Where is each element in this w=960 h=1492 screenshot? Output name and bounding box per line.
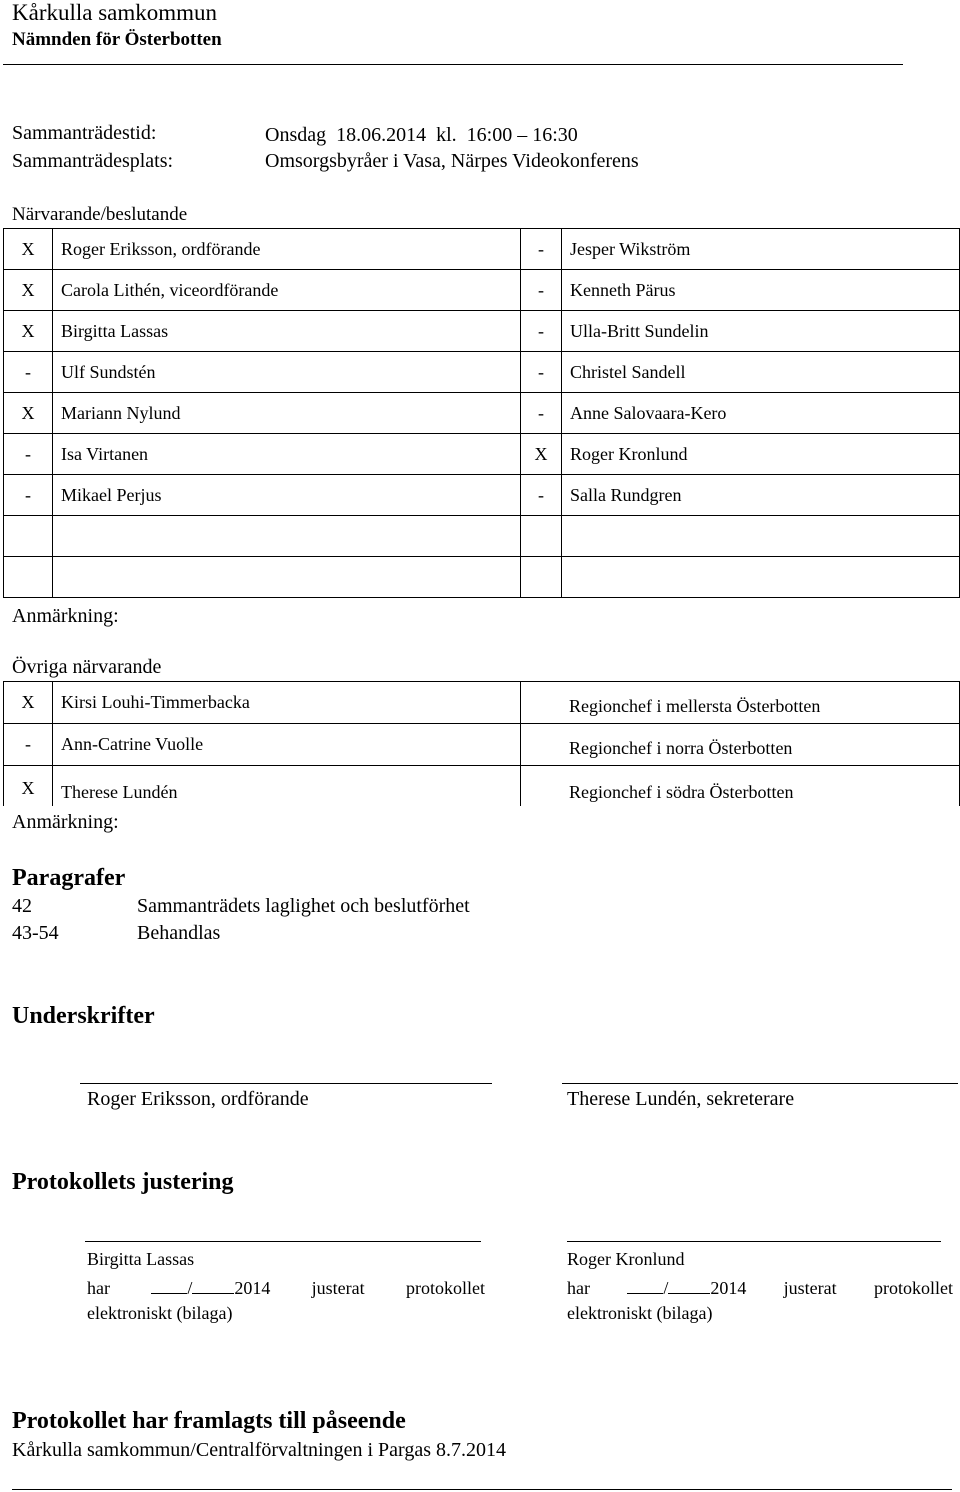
footer-divider	[12, 1489, 952, 1490]
paragraph-text: Sammanträdets laglighet och beslutförhet	[137, 895, 470, 917]
statement-word: justerat	[783, 1278, 837, 1298]
member-name: Ulla-Britt Sundelin	[562, 311, 960, 352]
member-name: Mikael Perjus	[53, 475, 521, 516]
verification-heading: Protokollets justering	[12, 1169, 234, 1195]
member-name	[562, 557, 960, 598]
attendance-mark: -	[4, 434, 53, 475]
member-name	[562, 516, 960, 557]
date-year: 2014	[710, 1278, 747, 1298]
table-row	[4, 724, 960, 766]
person-name: Kirsi Louhi-Timmerbacka	[53, 682, 521, 724]
member-name: Christel Sandell	[562, 352, 960, 393]
attendance-mark: -	[521, 270, 562, 311]
member-name	[53, 516, 521, 557]
statement-word: protokollet	[405, 1278, 485, 1298]
attendance-table	[3, 228, 960, 598]
attendance-heading: Närvarande/beslutande	[12, 204, 188, 225]
attendance-mark: X	[521, 434, 562, 475]
date-separator: /	[187, 1278, 193, 1298]
table-row	[4, 270, 960, 311]
member-name: Ulf Sundstén	[53, 352, 521, 393]
table-row	[4, 766, 960, 808]
paragraphs-heading: Paragrafer	[12, 865, 126, 891]
member-name: Mariann Nylund	[53, 393, 521, 434]
table-row	[4, 352, 960, 393]
paragraph-number: 42	[12, 895, 32, 917]
verification-statement-cont: elektroniskt (bilaga)	[567, 1303, 713, 1323]
attendance-mark: X	[4, 766, 53, 808]
attendance-mark	[4, 557, 53, 598]
statement-word: protokollet	[873, 1278, 953, 1298]
member-name	[53, 557, 521, 598]
meeting-place-value: Omsorgsbyråer i Vasa, Närpes Videokonferens	[265, 150, 639, 172]
attendance-mark: -	[521, 352, 562, 393]
attendance-mark: X	[4, 229, 53, 270]
member-name: Anne Salovaara-Kero	[562, 393, 960, 434]
member-name: Birgitta Lassas	[53, 311, 521, 352]
person-name: Therese Lundén	[53, 766, 521, 808]
signature-line	[567, 1241, 941, 1242]
attendance-mark: -	[521, 229, 562, 270]
attendance-mark: -	[4, 352, 53, 393]
attendance-mark: -	[521, 311, 562, 352]
member-name: Jesper Wikström	[562, 229, 960, 270]
date-year: 2014	[234, 1278, 271, 1298]
attendance-mark: -	[521, 393, 562, 434]
paragraph-number: 43-54	[12, 922, 59, 944]
meeting-time-value: Onsdag 18.06.2014 kl. 16:00 – 16:30	[265, 124, 578, 146]
department-name: Nämnden för Österbotten	[12, 29, 222, 50]
signatory-secretary: Therese Lundén, sekreterare	[567, 1088, 795, 1110]
verification-statement	[567, 1277, 953, 1299]
signature-line	[80, 1083, 492, 1084]
member-name: Roger Kronlund	[562, 434, 960, 475]
organization-name: Kårkulla samkommun	[12, 0, 218, 25]
verifier-name: Roger Kronlund	[567, 1249, 685, 1269]
table-row	[4, 434, 960, 475]
attendance-mark: X	[4, 270, 53, 311]
table-row	[4, 311, 960, 352]
table-row	[4, 682, 960, 724]
footer-heading: Protokollet har framlagts till påseende	[12, 1408, 406, 1434]
attendance-mark	[521, 557, 562, 598]
signature-line	[85, 1241, 481, 1242]
member-name: Kenneth Pärus	[562, 270, 960, 311]
meeting-place-label: Sammanträdesplats:	[12, 150, 174, 172]
verifier-name: Birgitta Lassas	[87, 1249, 195, 1269]
statement-word: har	[87, 1278, 110, 1298]
table-row	[4, 557, 960, 598]
others-table	[3, 681, 960, 808]
attendance-mark: X	[4, 682, 53, 724]
table-row	[4, 475, 960, 516]
others-remark-label: Anmärkning:	[12, 811, 119, 833]
verification-statement-cont: elektroniskt (bilaga)	[87, 1303, 233, 1323]
date-separator: /	[663, 1278, 669, 1298]
signatory-chair: Roger Eriksson, ordförande	[87, 1088, 309, 1110]
person-role: Regionchef i mellersta Österbotten	[521, 682, 960, 724]
statement-word: har	[567, 1278, 590, 1298]
footer-text: Kårkulla samkommun/Centralförvaltningen i Pargas 8.7.2014	[12, 1439, 506, 1461]
attendance-mark: X	[4, 393, 53, 434]
attendance-mark: -	[4, 724, 53, 766]
verification-statement	[87, 1277, 485, 1299]
table-row	[4, 516, 960, 557]
header-divider	[3, 64, 903, 65]
table-row	[4, 393, 960, 434]
table-row	[4, 229, 960, 270]
date-blank	[627, 1277, 746, 1299]
attendance-mark: X	[4, 311, 53, 352]
person-role: Regionchef i norra Österbotten	[521, 724, 960, 766]
others-heading: Övriga närvarande	[12, 656, 162, 678]
meeting-time-label: Sammanträdestid:	[12, 122, 157, 144]
attendance-mark: -	[4, 475, 53, 516]
member-name: Salla Rundgren	[562, 475, 960, 516]
person-name: Ann-Catrine Vuolle	[53, 724, 521, 766]
paragraph-text: Behandlas	[137, 922, 221, 944]
person-role: Regionchef i södra Österbotten	[521, 766, 960, 808]
signature-line	[562, 1083, 958, 1084]
statement-word: justerat	[311, 1278, 365, 1298]
member-name: Isa Virtanen	[53, 434, 521, 475]
table-bottom-mask	[0, 806, 960, 810]
attendance-mark	[4, 516, 53, 557]
date-blank	[151, 1277, 270, 1299]
attendance-mark	[521, 516, 562, 557]
attendance-remark-label: Anmärkning:	[12, 605, 119, 627]
member-name: Roger Eriksson, ordförande	[53, 229, 521, 270]
attendance-mark: -	[521, 475, 562, 516]
member-name: Carola Lithén, viceordförande	[53, 270, 521, 311]
signatures-heading: Underskrifter	[12, 1003, 155, 1029]
